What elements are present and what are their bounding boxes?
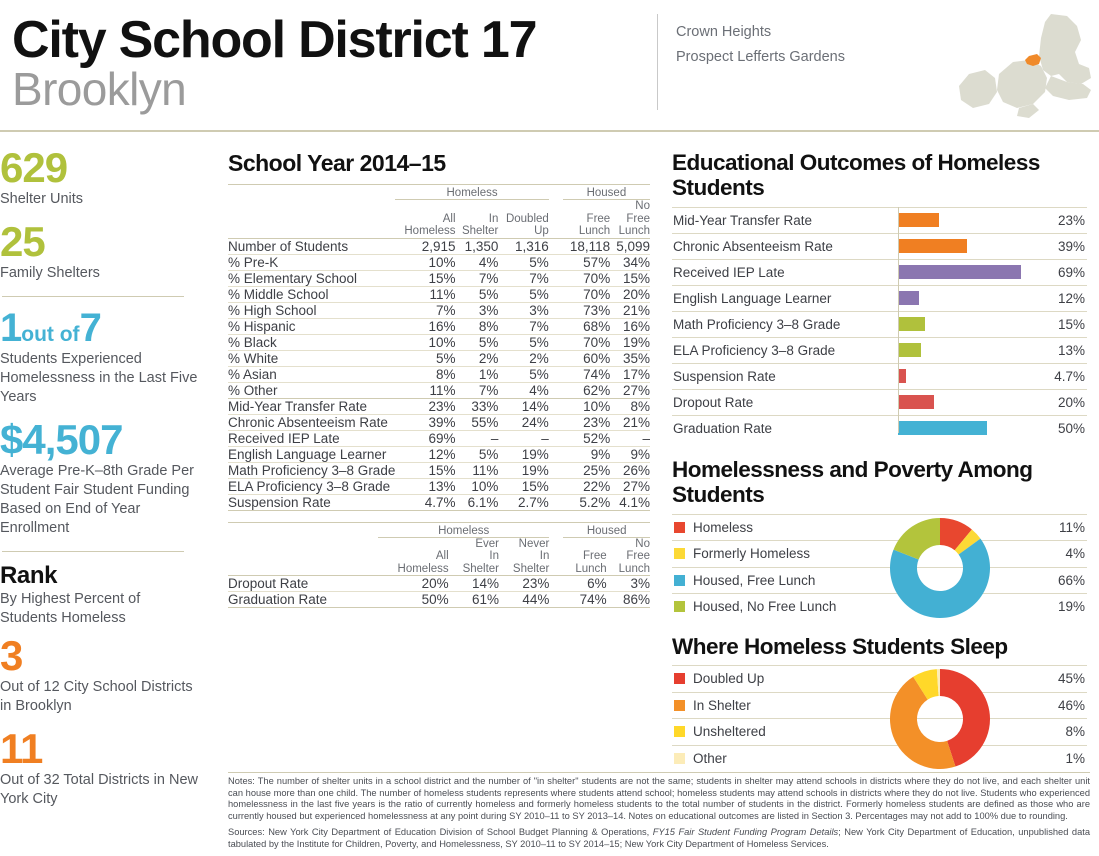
table-row xyxy=(228,414,650,430)
homelessness-poverty-donut-chart xyxy=(672,514,1087,620)
legend-label: Formerly Homeless xyxy=(693,546,811,562)
table-cell: 33% xyxy=(456,398,499,414)
table-cell: 7% xyxy=(456,382,499,398)
table-cell: 8% xyxy=(456,318,499,334)
neighborhood-item: Crown Heights xyxy=(676,24,772,40)
neighborhood-list xyxy=(676,20,845,70)
bar-chart-row xyxy=(672,337,1087,363)
table-cell: 52% xyxy=(563,430,610,446)
table-row xyxy=(228,366,650,382)
bar xyxy=(898,291,919,305)
bar-chart-axis xyxy=(898,207,899,433)
stat-family-shelters xyxy=(0,217,200,283)
main-data-table xyxy=(228,187,650,511)
table-row xyxy=(228,318,650,334)
group-label: Homeless xyxy=(446,187,498,199)
table-cell: 23% xyxy=(395,398,455,414)
row-label: % Pre-K xyxy=(228,254,395,270)
rank-subheading: By Highest Percent of Students Homeless xyxy=(0,590,141,626)
table-cell: – xyxy=(610,430,650,446)
table-row xyxy=(228,494,650,510)
table-cell: 5% xyxy=(498,254,548,270)
table-cell: 19% xyxy=(498,446,548,462)
legend-swatch xyxy=(674,548,685,559)
bar xyxy=(898,369,906,383)
bar-value: 13% xyxy=(1057,342,1085,358)
row-label: % White xyxy=(228,350,395,366)
table-cell: 11% xyxy=(456,462,499,478)
notes-rule xyxy=(228,772,1090,773)
table-cell: 3% xyxy=(456,302,499,318)
main-table-title: School Year 2014–15 xyxy=(228,150,446,176)
legend-value: 46% xyxy=(1057,697,1085,713)
table-cell: 5% xyxy=(456,334,499,350)
legend-label: Doubled Up xyxy=(693,671,765,687)
bar xyxy=(898,239,967,253)
table-row xyxy=(228,446,650,462)
legend-row xyxy=(672,514,1087,541)
row-label: Graduation Rate xyxy=(228,592,378,608)
bar-chart-row xyxy=(672,415,1087,441)
column-header: No Free Lunch xyxy=(618,200,650,237)
table-cell: 15% xyxy=(610,270,650,286)
table-cell: 10% xyxy=(563,398,610,414)
legend-row xyxy=(672,745,1087,772)
table-row xyxy=(228,398,650,414)
row-label: Received IEP Late xyxy=(228,430,395,446)
table-column-header-row xyxy=(228,200,650,238)
table-cell: 4% xyxy=(456,254,499,270)
bar-chart-title: Educational Outcomes of Homeless Students xyxy=(672,150,1040,201)
table-cell: 60% xyxy=(563,350,610,366)
table-cell: 61% xyxy=(449,592,499,608)
table-cell: 9% xyxy=(563,446,610,462)
stat-homelessness-ratio xyxy=(0,305,200,407)
table-cell: 21% xyxy=(610,302,650,318)
bar-label: English Language Learner xyxy=(673,290,832,306)
row-label: % Black xyxy=(228,334,395,350)
table-cell: 26% xyxy=(610,462,650,478)
legend-value: 1% xyxy=(1065,750,1085,766)
notes-text: Notes: The number of shelter units in a school district and the number of "in shelter" students are not the same; students in shelter may attend schools in districts where they do not live, and each shelter unit can house more than one child. The number of homeless students represents where students attend school; homeless students may attend schools in districts where they do not live. Students who experienced homelessness in the last five years is the ratio of currently homeless and formerly homeless students to the total number of students in the district. Formerly homeless students are defined as those who are currently housed but experienced homelessness at any point during SY 2010–11 to SY 2013–14. Notes on educational outcomes are listed in Section 3. Percentages may not add to 100% due to rounding. xyxy=(228,776,1090,821)
bar-label: Mid-Year Transfer Rate xyxy=(673,212,813,228)
stat-value: 629 xyxy=(0,144,68,191)
legend-swatch xyxy=(674,753,685,764)
center-column xyxy=(228,150,650,608)
row-label: Dropout Rate xyxy=(228,576,378,592)
table-row xyxy=(228,576,650,592)
table-cell: 8% xyxy=(395,366,455,382)
bar-label: Math Proficiency 3–8 Grade xyxy=(673,316,841,332)
table-row xyxy=(228,254,650,270)
bar xyxy=(898,317,925,331)
sources-prefix: Sources: New York City Department of Education Division of School Budget Planning & Operations, xyxy=(228,827,653,838)
table-cell: 44% xyxy=(499,592,549,608)
bar-label: Chronic Absenteeism Rate xyxy=(673,238,833,254)
group-label: Housed xyxy=(586,187,627,199)
legend-value: 8% xyxy=(1065,724,1085,740)
row-label: Math Proficiency 3–8 Grade xyxy=(228,462,396,478)
column-header: No Free Lunch xyxy=(618,537,650,575)
legend-row xyxy=(672,540,1087,567)
table-top-rule xyxy=(228,184,650,185)
table-cell: 70% xyxy=(563,286,610,302)
table-cell: 3% xyxy=(607,576,650,592)
table-cell: 2.7% xyxy=(498,494,548,510)
legend-swatch xyxy=(674,700,685,711)
table-row xyxy=(228,592,650,608)
rank-brooklyn xyxy=(0,631,200,716)
column-header: Never In Shelter xyxy=(512,537,550,575)
table-row xyxy=(228,382,650,398)
row-label: ELA Proficiency 3–8 Grade xyxy=(228,478,395,494)
table-row xyxy=(228,238,650,254)
legend-row xyxy=(672,567,1087,594)
stat-value: $4,507 xyxy=(0,415,123,463)
table-bottom-rule xyxy=(228,608,650,609)
table-cell: 15% xyxy=(395,270,455,286)
table-cell: 7% xyxy=(395,302,455,318)
legend-value: 66% xyxy=(1057,572,1085,588)
table-cell: 19% xyxy=(610,334,650,350)
column-header: All Homeless xyxy=(397,550,449,575)
table-cell: 17% xyxy=(610,366,650,382)
group-label: Housed xyxy=(586,524,627,537)
rank-label: Out of 32 Total Districts in New York City xyxy=(0,771,198,807)
table-cell: 2% xyxy=(456,350,499,366)
table-row xyxy=(228,350,650,366)
legend-value: 4% xyxy=(1065,546,1085,562)
legend-row xyxy=(672,593,1087,620)
bar-label: Suspension Rate xyxy=(673,368,776,384)
table-cell: 20% xyxy=(378,576,449,592)
table-cell: 57% xyxy=(563,254,610,270)
page-header xyxy=(0,0,1099,131)
table-cell: 7% xyxy=(498,270,548,286)
legend-swatch xyxy=(674,522,685,533)
stat-label: Students Experienced Homelessness in the Last Five Years xyxy=(0,350,198,405)
table-cell: 4% xyxy=(498,382,548,398)
bar-label: Dropout Rate xyxy=(673,394,754,410)
table-cell: 5% xyxy=(456,286,499,302)
table-cell: 23% xyxy=(499,576,549,592)
table-cell: 5% xyxy=(456,446,499,462)
table-cell: 5% xyxy=(498,286,548,302)
footnotes xyxy=(228,776,1090,856)
table-cell: 20% xyxy=(610,286,650,302)
ratio-mid: out of xyxy=(21,322,80,346)
row-label: Suspension Rate xyxy=(228,494,395,510)
table-cell: 10% xyxy=(456,478,499,494)
table-cell: 74% xyxy=(563,592,606,608)
table-cell: 25% xyxy=(563,462,610,478)
table-cell: 68% xyxy=(563,318,610,334)
bar-chart-row xyxy=(672,259,1087,285)
table-row xyxy=(228,462,650,478)
table-cell: 50% xyxy=(378,592,449,608)
table-cell: 5.2% xyxy=(563,494,610,510)
column-header: Doubled Up xyxy=(505,212,549,237)
sidebar-stats xyxy=(0,144,200,809)
row-label: % Elementary School xyxy=(228,270,395,286)
sidebar-divider xyxy=(2,296,184,297)
where-students-sleep-donut-chart xyxy=(672,665,1087,771)
sleep-donut-title: Where Homeless Students Sleep xyxy=(672,633,1008,659)
educational-outcomes-bar-chart xyxy=(672,207,1087,441)
table-cell: 23% xyxy=(563,414,610,430)
table-cell: 39% xyxy=(395,414,455,430)
legend-label: Unsheltered xyxy=(693,724,766,740)
bar-value: 50% xyxy=(1057,420,1085,436)
table-row xyxy=(228,270,650,286)
secondary-table-top-rule xyxy=(228,522,650,523)
header-rule xyxy=(0,130,1099,132)
table-cell: 69% xyxy=(395,430,455,446)
nyc-map-icon xyxy=(955,12,1093,122)
stat-shelter-units xyxy=(0,144,200,209)
legend-value: 19% xyxy=(1057,599,1085,615)
table-cell: 27% xyxy=(610,382,650,398)
group-label: Homeless xyxy=(438,524,490,537)
rank-value: 3 xyxy=(0,631,23,679)
table-cell: 7% xyxy=(456,270,499,286)
legend-label: Housed, No Free Lunch xyxy=(693,599,837,615)
bar xyxy=(898,265,1021,279)
legend-swatch xyxy=(674,575,685,586)
table-group-header-row xyxy=(228,525,650,537)
legend-value: 11% xyxy=(1058,519,1085,535)
table-cell: 13% xyxy=(395,478,455,494)
bar-value: 12% xyxy=(1057,290,1085,306)
stat-label: Average Pre-K–8th Grade Per Student Fair Student Funding Based on End of Year Enrollment xyxy=(0,462,194,536)
bar xyxy=(898,395,934,409)
table-cell: 1,316 xyxy=(498,238,548,254)
rank-section xyxy=(0,563,200,809)
ratio-trail: 7 xyxy=(79,305,101,350)
table-cell: 4.7% xyxy=(395,494,455,510)
table-cell: – xyxy=(456,430,499,446)
table-cell: 22% xyxy=(563,478,610,494)
table-cell: 21% xyxy=(610,414,650,430)
bar-value: 23% xyxy=(1057,212,1085,228)
table-cell: 35% xyxy=(610,350,650,366)
rank-heading: Rank xyxy=(0,561,58,589)
bar xyxy=(898,213,939,227)
table-cell: 24% xyxy=(498,414,548,430)
legend-label: Other xyxy=(693,750,727,766)
row-label: % Middle School xyxy=(228,286,395,302)
table-cell: – xyxy=(498,430,548,446)
table-cell: 62% xyxy=(563,382,610,398)
table-cell: 6.1% xyxy=(456,494,499,510)
table-cell: 34% xyxy=(610,254,650,270)
legend-row xyxy=(672,692,1087,719)
table-cell: 16% xyxy=(610,318,650,334)
bar-value: 15% xyxy=(1057,316,1085,332)
table-cell: 55% xyxy=(456,414,499,430)
bar xyxy=(898,343,921,357)
bar-chart-row xyxy=(672,285,1087,311)
bar-value: 39% xyxy=(1057,238,1085,254)
legend-row xyxy=(672,665,1087,692)
table-cell: 5,099 xyxy=(610,238,650,254)
bar xyxy=(898,421,987,435)
sources-text xyxy=(228,827,1090,850)
neighborhood-item: Prospect Lefferts Gardens xyxy=(676,49,845,65)
table-cell: 73% xyxy=(563,302,610,318)
row-label: % High School xyxy=(228,302,395,318)
table-cell: 7% xyxy=(498,318,548,334)
bar-value: 69% xyxy=(1057,264,1085,280)
legend-swatch xyxy=(674,726,685,737)
table-row xyxy=(228,286,650,302)
table-cell: 5% xyxy=(498,334,548,350)
table-row xyxy=(228,334,650,350)
table-cell: 5% xyxy=(498,366,548,382)
bar-chart-row xyxy=(672,311,1087,337)
legend-value: 45% xyxy=(1057,671,1085,687)
row-label: % Hispanic xyxy=(228,318,395,334)
table-cell: 9% xyxy=(610,446,650,462)
sources-suffix: ; New York City Department of Education, unpublished data tabulated by the Institute for Children, Poverty, and Homelessness, SY 2010–11 to SY 2014–15; New York City Department of Homeless Services. xyxy=(228,827,1090,849)
table-cell: 2% xyxy=(498,350,548,366)
table-cell: 86% xyxy=(607,592,650,608)
bar-value: 20% xyxy=(1057,394,1085,410)
right-column xyxy=(672,150,1087,771)
ratio-value xyxy=(0,305,200,350)
table-cell: 11% xyxy=(395,286,455,302)
legend-label: Housed, Free Lunch xyxy=(693,572,816,588)
header-divider xyxy=(657,14,658,110)
table-cell: 11% xyxy=(395,382,455,398)
table-cell: 5% xyxy=(395,350,455,366)
bar-label: Graduation Rate xyxy=(673,420,773,436)
legend-swatch xyxy=(674,673,685,684)
table-cell: 15% xyxy=(395,462,455,478)
poverty-donut-title: Homelessness and Poverty Among Students xyxy=(672,456,1033,508)
table-cell: 15% xyxy=(498,478,548,494)
table-cell: 1% xyxy=(456,366,499,382)
legend-label: In Shelter xyxy=(693,697,751,713)
secondary-data-table xyxy=(228,525,650,609)
table-cell: 16% xyxy=(395,318,455,334)
table-cell: 14% xyxy=(449,576,499,592)
table-cell: 19% xyxy=(498,462,548,478)
table-cell: 74% xyxy=(563,366,610,382)
table-column-header-row xyxy=(228,538,650,576)
table-cell: 18,118 xyxy=(563,238,610,254)
stat-label: Family Shelters xyxy=(0,264,100,281)
table-cell: 2,915 xyxy=(395,238,455,254)
rank-citywide xyxy=(0,724,200,809)
table-cell: 70% xyxy=(563,270,610,286)
bar-label: Received IEP Late xyxy=(673,264,785,280)
stat-value: 25 xyxy=(0,217,45,265)
ratio-lead: 1 xyxy=(0,305,22,350)
stat-label: Shelter Units xyxy=(0,190,84,207)
bar-chart-row xyxy=(672,363,1087,389)
rank-label: Out of 12 City School Districts in Brooklyn xyxy=(0,678,193,714)
bar-value: 4.7% xyxy=(1054,368,1085,384)
table-cell: 1,350 xyxy=(456,238,499,254)
table-row xyxy=(228,430,650,446)
page-title: City School District 17 xyxy=(12,11,537,69)
bar-chart-row xyxy=(672,207,1087,233)
column-header: All Homeless xyxy=(404,212,456,237)
row-label: Mid-Year Transfer Rate xyxy=(228,398,395,414)
table-cell: 3% xyxy=(498,302,548,318)
column-header: In Shelter xyxy=(461,212,499,237)
column-header: Ever In Shelter xyxy=(462,537,499,575)
bar-chart-row xyxy=(672,389,1087,415)
table-cell: 10% xyxy=(395,334,455,350)
rank-value: 11 xyxy=(0,724,43,772)
column-header: Free Lunch xyxy=(578,212,611,237)
row-label: % Asian xyxy=(228,366,395,382)
table-cell: 4.1% xyxy=(610,494,650,510)
table-cell: 8% xyxy=(610,398,650,414)
bar-label: ELA Proficiency 3–8 Grade xyxy=(673,342,836,358)
table-cell: 10% xyxy=(395,254,455,270)
bar-chart-row xyxy=(672,233,1087,259)
table-cell: 12% xyxy=(395,446,455,462)
table-row xyxy=(228,478,650,494)
row-label: English Language Learner xyxy=(228,446,395,462)
table-group-header-row xyxy=(228,187,650,199)
legend-row xyxy=(672,718,1087,745)
table-cell: 14% xyxy=(498,398,548,414)
sidebar-divider xyxy=(2,551,184,552)
row-label: Number of Students xyxy=(228,238,395,254)
row-label: Chronic Absenteeism Rate xyxy=(228,414,395,430)
column-header: Free Lunch xyxy=(575,550,607,575)
table-cell: 70% xyxy=(563,334,610,350)
stat-funding xyxy=(0,415,200,538)
row-label: % Other xyxy=(228,382,395,398)
table-cell: 6% xyxy=(563,576,606,592)
legend-swatch xyxy=(674,601,685,612)
table-cell: 27% xyxy=(610,478,650,494)
legend-label: Homeless xyxy=(693,519,754,535)
borough-subtitle: Brooklyn xyxy=(12,63,187,115)
sources-italic-title: FY15 Fair Student Funding Program Details xyxy=(652,827,839,838)
table-row xyxy=(228,302,650,318)
